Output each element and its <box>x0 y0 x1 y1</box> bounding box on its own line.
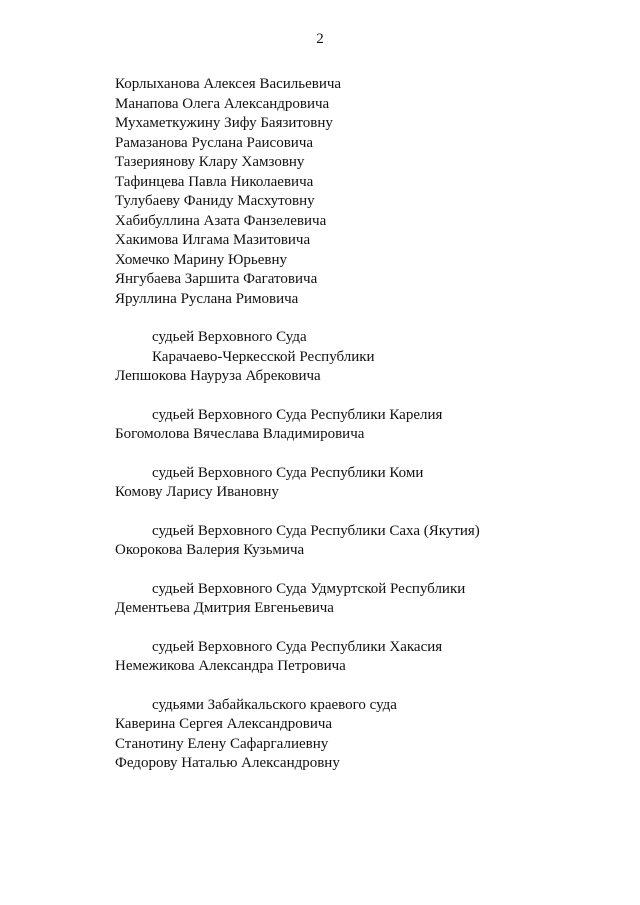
list-item: Мухаметкужину Зифу Баязитовну <box>115 115 333 131</box>
list-item: Дементьева Дмитрия Евгеньевича <box>115 600 334 616</box>
list-item: Окорокова Валерия Кузьмича <box>115 542 305 558</box>
list-item: Тулубаеву Фаниду Масхутовну <box>115 193 315 209</box>
section-zabaikalsky <box>115 696 585 774</box>
list-item: Тазериянову Клару Хамзовну <box>115 154 305 170</box>
section-udmurt <box>115 580 585 619</box>
list-item: Лепшокова Науруза Абрековича <box>115 368 321 384</box>
list-item: Комову Ларису Ивановну <box>115 484 279 500</box>
list-item: Корлыханова Алексея Васильевича <box>115 76 342 92</box>
section-heading: судьей Верховного Суда Удмуртской Республики <box>152 580 466 597</box>
list-item: Тафинцева Павла Николаевича <box>115 173 314 190</box>
document-body <box>115 75 585 774</box>
list-item: Богомолова Вячеслава Владимировича <box>115 426 365 442</box>
section-heading: судьей Верховного Суда Республики Коми <box>152 464 424 481</box>
section-karelia <box>115 406 585 445</box>
section-sakha <box>115 522 585 561</box>
list-item: Яруллина Руслана Римовича <box>115 290 299 307</box>
section-komi <box>115 464 585 503</box>
section-karachay-cherkess <box>115 328 585 387</box>
page-number: 2 <box>316 31 324 47</box>
section-heading: судьями Забайкальского краевого суда <box>152 696 397 713</box>
list-item: Каверина Сергея Александровича <box>115 716 333 732</box>
list-item: Федорову Наталью Александровну <box>115 755 340 771</box>
section-heading: судьей Верховного Суда Республики Хакасия <box>152 638 443 655</box>
section-heading: судьей Верховного Суда Республики Саха (Якутия) <box>152 522 480 539</box>
list-item: Немежикова Александра Петровича <box>115 658 346 674</box>
section-khakassia <box>115 638 585 677</box>
list-item: Янгубаева Заршита Фагатовича <box>115 271 318 287</box>
list-item: Манапова Олега Александровича <box>115 95 330 112</box>
list-item: Хабибуллина Азата Фанзелевича <box>115 212 327 229</box>
list-item: Рамазанова Руслана Раисовича <box>115 134 314 151</box>
section-heading: судьей Верховного Суда <box>152 329 307 345</box>
list-item: Хомечко Марину Юрьевну <box>115 251 288 268</box>
section-heading: судьей Верховного Суда Республики Карелия <box>152 406 443 423</box>
list-item: Хакимова Илгама Мазитовича <box>115 232 311 248</box>
section-heading: Карачаево-Черкесской Республики <box>152 348 375 365</box>
list-item: Станотину Елену Сафаргалиевну <box>115 735 329 752</box>
names-list <box>115 75 585 309</box>
